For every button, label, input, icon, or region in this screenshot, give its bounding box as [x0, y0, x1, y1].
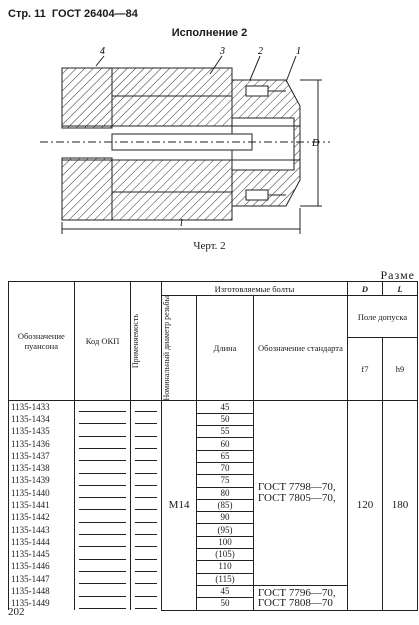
row-okp — [74, 524, 131, 536]
table-row — [9, 401, 418, 413]
row-applicability — [131, 598, 162, 610]
row-length: 75 — [197, 475, 254, 487]
row-length: 70 — [197, 462, 254, 474]
D-value: 120 — [347, 401, 382, 610]
page-number: 202 — [8, 606, 25, 618]
table-note: Разме — [380, 268, 415, 282]
row-length: 60 — [197, 438, 254, 450]
callout-3: 3 — [220, 46, 225, 57]
row-code: 1135-1443 — [9, 524, 75, 536]
col-applicability: Применяемость — [131, 282, 162, 401]
row-applicability — [131, 499, 162, 511]
row-length: (115) — [197, 573, 254, 585]
row-length: 55 — [197, 426, 254, 438]
row-length: 80 — [197, 487, 254, 499]
col-bolts-group: Изготовляемые болты — [162, 282, 348, 296]
row-length: 90 — [197, 512, 254, 524]
row-code: 1135-1449 — [9, 598, 75, 610]
execution-title: Исполнение 2 — [171, 27, 248, 39]
col-L: L — [382, 282, 417, 296]
row-applicability — [131, 573, 162, 585]
row-length: 65 — [197, 450, 254, 462]
standard-b: ГОСТ 7796—70, ГОСТ 7808—70 — [253, 585, 347, 610]
col-f7: f7 — [347, 338, 382, 401]
row-code: 1135-1438 — [9, 462, 75, 474]
row-applicability — [131, 585, 162, 597]
col-length: Длина — [197, 296, 254, 401]
row-code: 1135-1444 — [9, 536, 75, 548]
row-length: (85) — [197, 499, 254, 511]
row-code: 1135-1437 — [9, 450, 75, 462]
standard-a: ГОСТ 7798—70, ГОСТ 7805—70, — [253, 401, 347, 585]
row-code: 1135-1440 — [9, 487, 75, 499]
row-length: 50 — [197, 413, 254, 425]
col-tolerance: Поле допуска — [347, 296, 417, 338]
row-length: (95) — [197, 524, 254, 536]
dim-length: l — [180, 218, 183, 229]
row-applicability — [131, 450, 162, 462]
row-applicability — [131, 524, 162, 536]
row-okp — [74, 598, 131, 610]
row-okp — [74, 512, 131, 524]
row-code: 1135-1439 — [9, 475, 75, 487]
row-okp — [74, 573, 131, 585]
row-length: 45 — [197, 401, 254, 413]
row-length: 50 — [197, 598, 254, 610]
callout-1: 1 — [296, 46, 301, 57]
row-applicability — [131, 475, 162, 487]
row-code: 1135-1435 — [9, 426, 75, 438]
row-applicability — [131, 413, 162, 425]
row-applicability — [131, 549, 162, 561]
col-standard: Обозначение стандарта — [253, 296, 347, 401]
row-applicability — [131, 426, 162, 438]
row-okp — [74, 462, 131, 474]
row-okp — [74, 549, 131, 561]
row-okp — [74, 536, 131, 548]
row-code: 1135-1445 — [9, 549, 75, 561]
spec-table — [8, 281, 418, 611]
row-length: 100 — [197, 536, 254, 548]
page-label: Стр. 11 — [8, 8, 46, 20]
row-okp — [74, 426, 131, 438]
part-body — [40, 68, 330, 220]
row-code: 1135-1448 — [9, 585, 75, 597]
L-value: 180 — [382, 401, 417, 610]
row-length: (105) — [197, 549, 254, 561]
row-code: 1135-1447 — [9, 573, 75, 585]
drawing-caption: Черт. 2 — [193, 240, 226, 252]
dim-diameter: D — [312, 138, 320, 149]
row-length: 45 — [197, 585, 254, 597]
col-designation: Обозначение пуансона — [9, 282, 75, 401]
row-okp — [74, 475, 131, 487]
row-length: 110 — [197, 561, 254, 573]
row-okp — [74, 585, 131, 597]
row-okp — [74, 450, 131, 462]
row-applicability — [131, 462, 162, 474]
callout-2: 2 — [258, 46, 263, 57]
row-code: 1135-1436 — [9, 438, 75, 450]
row-code: 1135-1433 — [9, 401, 75, 413]
row-applicability — [131, 536, 162, 548]
row-okp — [74, 438, 131, 450]
row-okp — [74, 401, 131, 413]
callout-4: 4 — [100, 46, 105, 57]
row-applicability — [131, 487, 162, 499]
row-code: 1135-1441 — [9, 499, 75, 511]
row-code: 1135-1442 — [9, 512, 75, 524]
row-okp — [74, 499, 131, 511]
col-h9: h9 — [382, 338, 417, 401]
row-code: 1135-1434 — [9, 413, 75, 425]
row-applicability — [131, 438, 162, 450]
row-applicability — [131, 561, 162, 573]
row-code: 1135-1446 — [9, 561, 75, 573]
row-applicability — [131, 401, 162, 413]
row-okp — [74, 413, 131, 425]
row-okp — [74, 561, 131, 573]
standard-label: ГОСТ 26404—84 — [51, 8, 138, 20]
row-okp — [74, 487, 131, 499]
row-applicability — [131, 512, 162, 524]
col-okp: Код ОКП — [74, 282, 131, 401]
thread-value: M14 — [162, 401, 197, 610]
col-thread: Номинальный диаметр резьбы — [162, 296, 197, 401]
technical-drawing — [0, 0, 419, 250]
col-D: D — [347, 282, 382, 296]
